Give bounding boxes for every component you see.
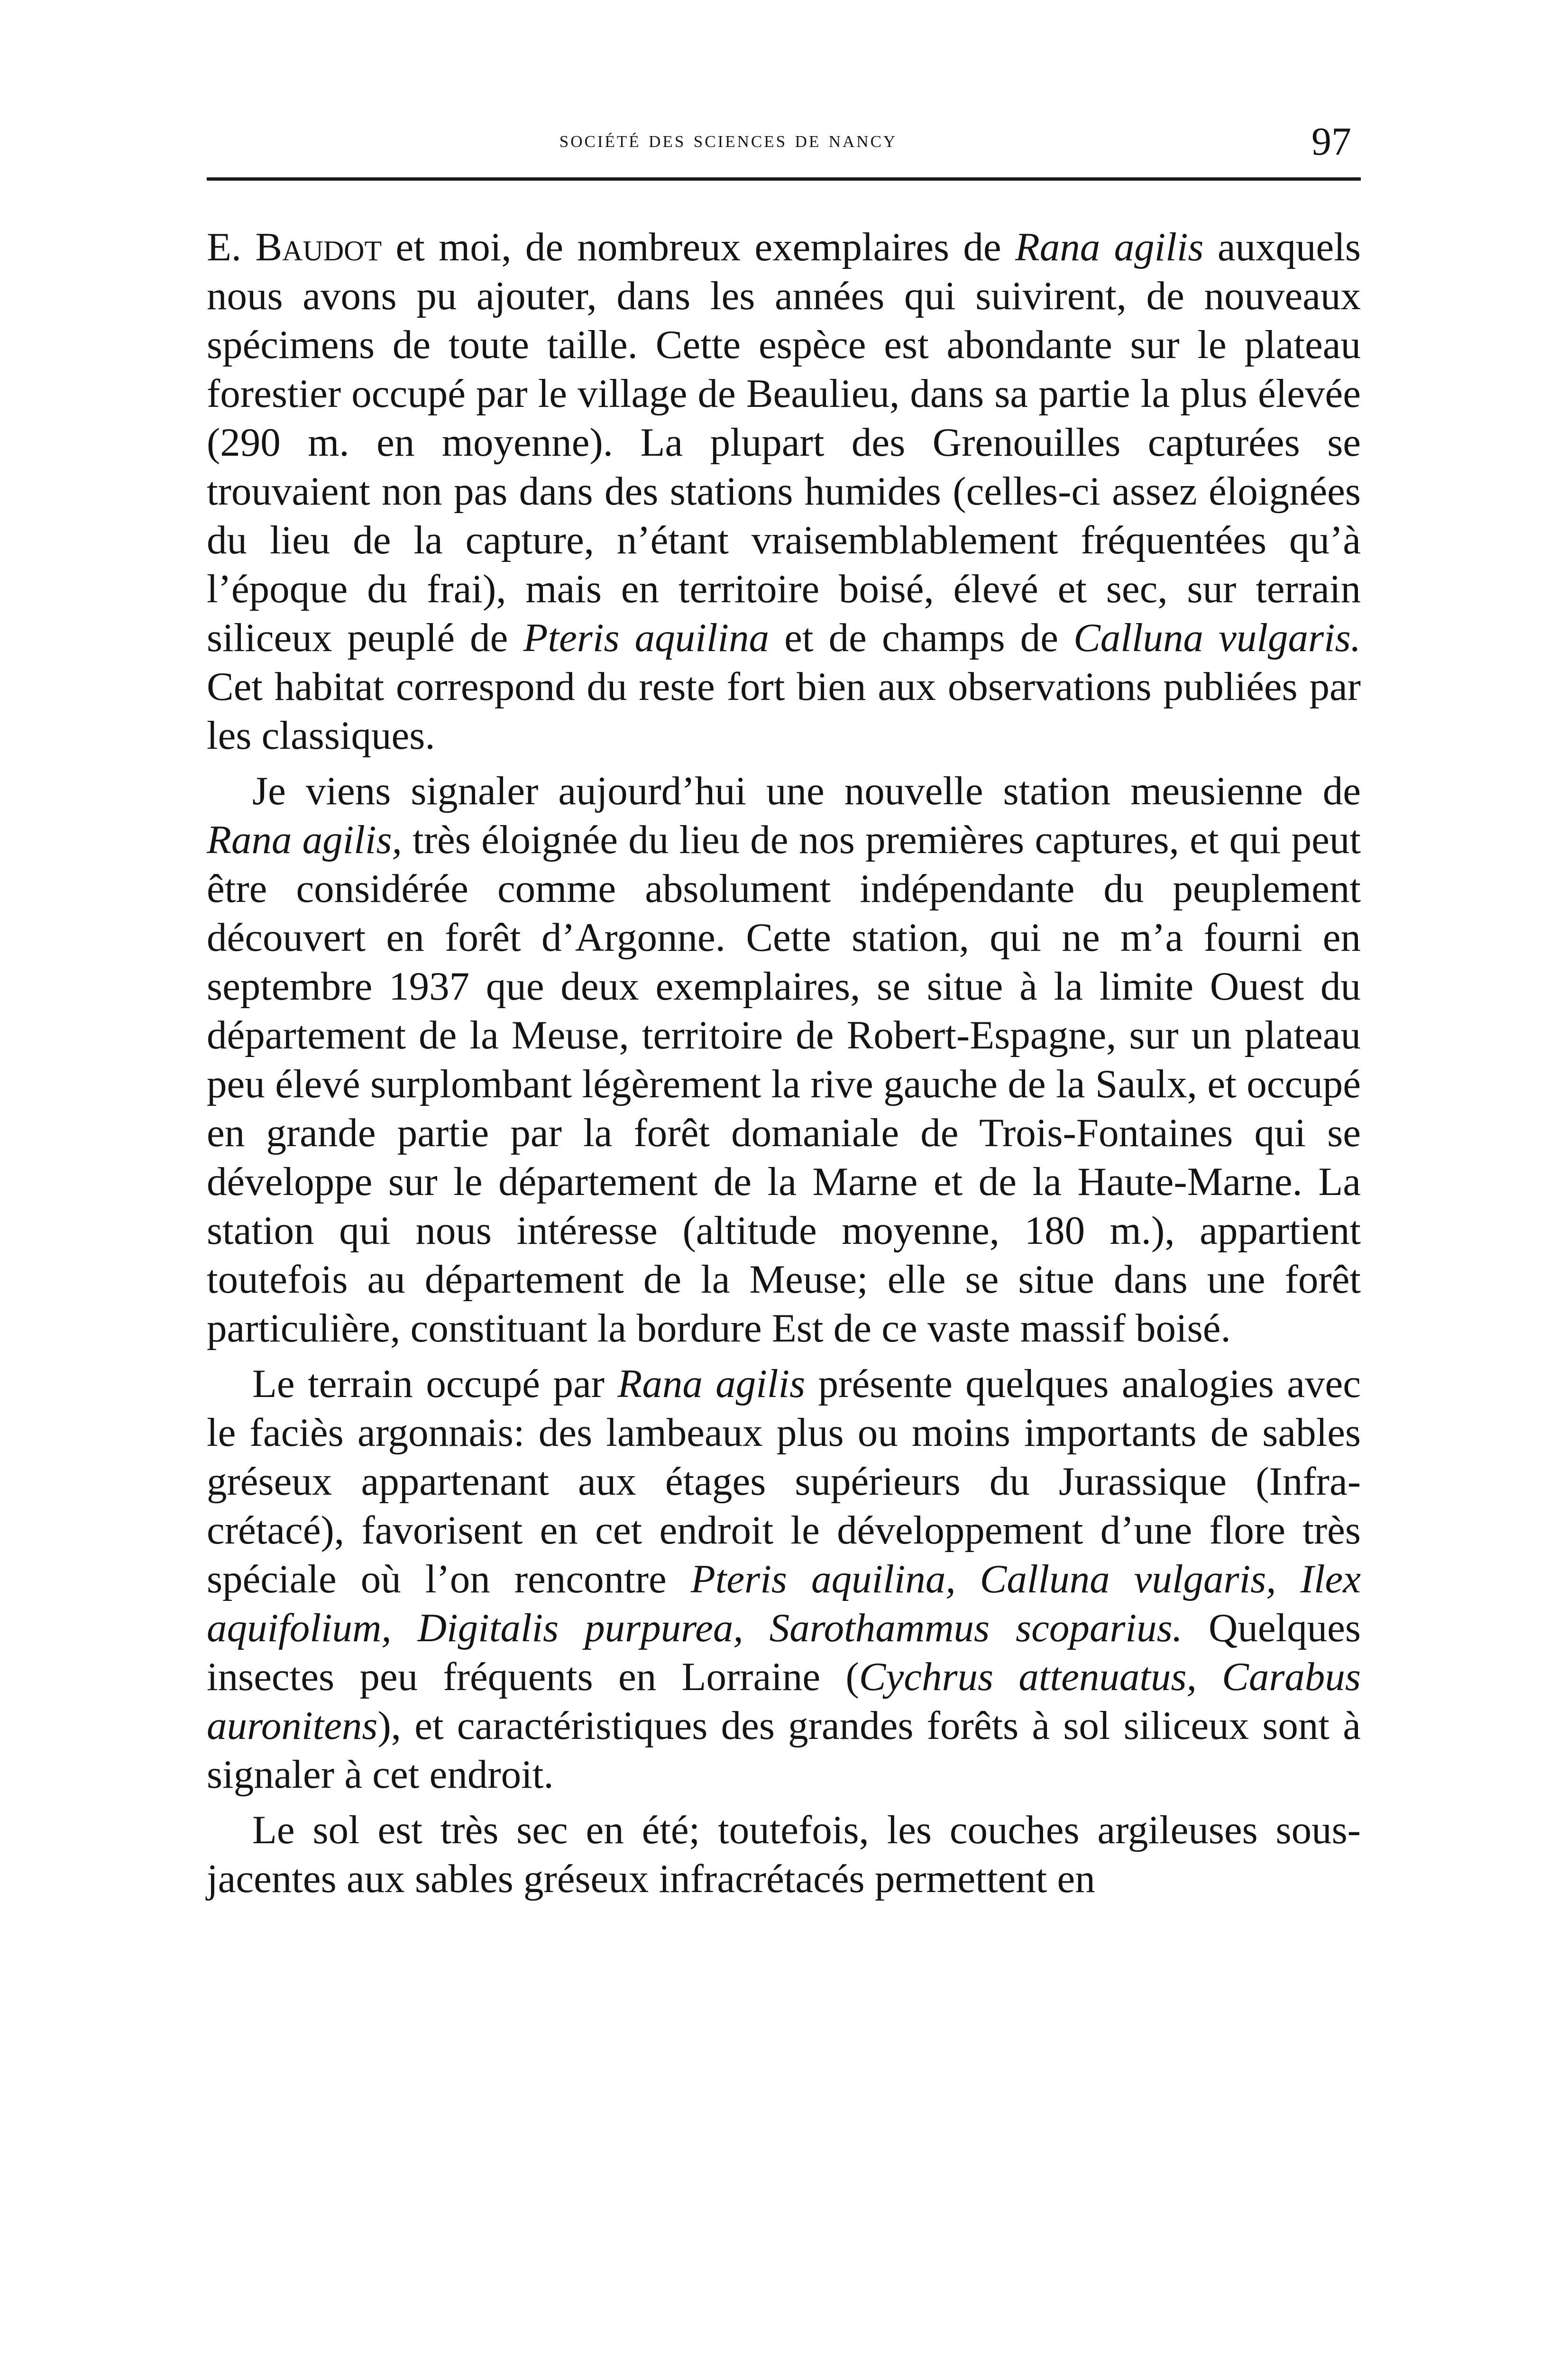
- paragraph-1: [207, 223, 1361, 760]
- text-span: présente quelques analogies avec le faciès argonnais: des lambeaux plus ou moins importants de sables gréseux appartenant aux étages supérieurs du Jurassique (Infra-crétacé), favorisent en cet endroit le développement d’une flore très spéciale où l’on rencontre: [207, 1361, 1361, 1601]
- text-span: auxquels nous avons pu ajouter, dans les années qui suivirent, de nouveaux spécimens de toute taille. Cette espèce est abondante sur le plateau forestier occupé par le village de Beaulieu, dans sa partie la plus élevée (290 m. en moyenne). La plupart des Grenouilles capturées se trouvaient non pas dans des stations humides (celles-ci assez éloignées du lieu de la capture, n’étant vraisemblablement fréquentées qu’à l’époque du frai), mais en territoire boisé, élevé et sec, sur terrain siliceux peuplé de: [207, 225, 1361, 660]
- text-span: très éloignée du lieu de nos premières captures, et qui peut être considérée comme absolument indépendante du peuplement découvert en forêt d’Argonne. Cette station, qui ne m’a fourni en septembre 1937 que deux exemplaires, se situe à la limite Ouest du département de la Meuse, territoire de Robert-Espagne, sur un plateau peu élevé surplombant légèrement la rive gauche de la Saulx, et occupé en grande partie par la forêt domaniale de Trois-Fontaines qui se développe sur le département de la Marne et de la Haute-Marne. La station qui nous intéresse (altitude moyenne, 180 m.), appartient toutefois au département de la Meuse; elle se situe dans une forêt particulière, constituant la bordure Est de ce vaste massif boisé.: [207, 818, 1361, 1351]
- paragraph-4: [207, 1806, 1361, 1903]
- paragraph-2: [207, 767, 1361, 1353]
- text-span: et de champs de: [769, 616, 1074, 660]
- text-span: Le terrain occupé par: [252, 1361, 618, 1406]
- author-initial: E. B: [207, 225, 283, 269]
- species-name: Rana agilis,: [207, 818, 402, 862]
- species-list: Cychrus attenuatus, Carabus auronitens: [207, 1654, 1361, 1748]
- species-list: Pteris aquilina, Calluna vulgaris, Ilex aquifolium, Digitalis purpurea, Sarothammus scoparius.: [207, 1557, 1361, 1650]
- paragraph-3: [207, 1360, 1361, 1799]
- text-span: ), et caractéristiques des grandes forêts à sol siliceux sont à signaler à cet endroit.: [207, 1703, 1361, 1797]
- text-span: Le sol est très sec en été; toutefois, les couches argileuses sous-jacentes aux sables gréseux infracrétacés permettent en: [207, 1808, 1361, 1901]
- text-span: Cet habitat correspond du reste fort bien aux observations publiées par les classiques.: [207, 664, 1361, 758]
- header-rule: [207, 177, 1361, 181]
- text-span: et moi, de nombreux exemplaires de: [382, 225, 1015, 269]
- species-name: Rana agilis: [1015, 225, 1204, 269]
- page-number: 97: [1311, 119, 1351, 164]
- running-title: société des sciences de nancy: [559, 126, 898, 152]
- species-name: Rana agilis: [617, 1361, 806, 1406]
- text-span: Je viens signaler aujourd’hui une nouvelle station meusienne de: [252, 769, 1361, 813]
- body-text: [207, 223, 1361, 1910]
- species-name: Pteris aquilina: [523, 616, 770, 660]
- species-name: Calluna vulgaris.: [1073, 616, 1361, 660]
- running-header: [207, 119, 1361, 171]
- text-span: Quelques insectes peu fréquents en Lorraine (: [207, 1606, 1361, 1699]
- author-name-smallcaps: audot: [282, 225, 382, 269]
